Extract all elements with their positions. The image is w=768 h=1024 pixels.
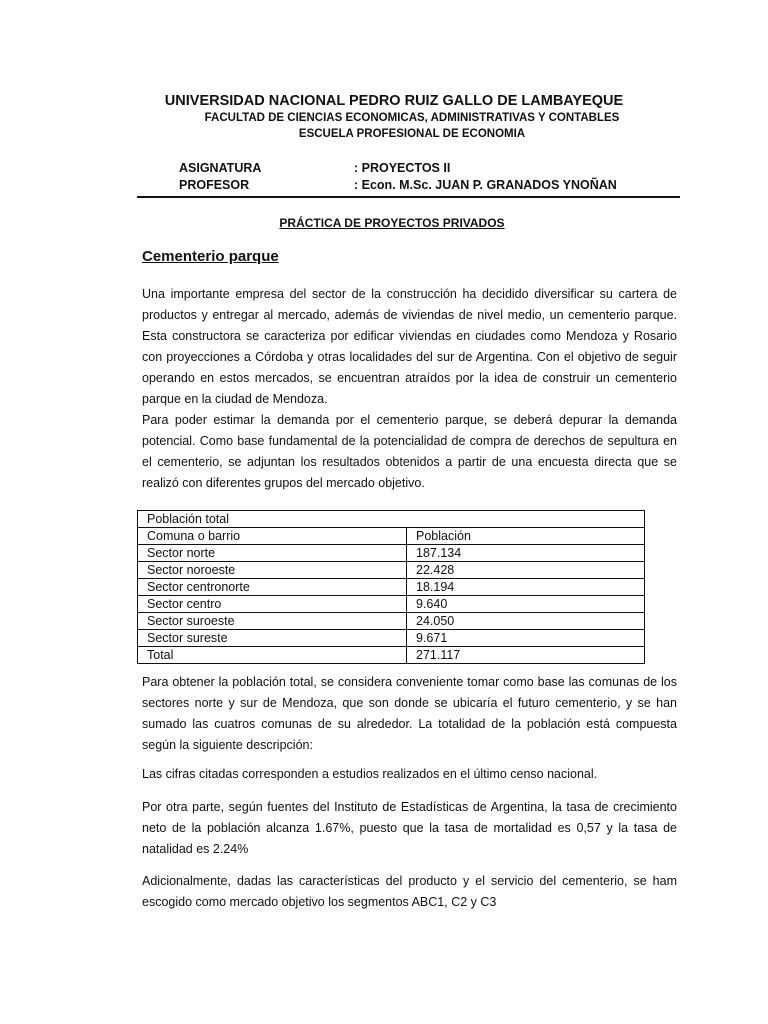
total-label: Total xyxy=(138,647,407,664)
table-row xyxy=(138,630,645,647)
row-name: Sector centronorte xyxy=(138,579,407,596)
population-table xyxy=(137,510,645,664)
subject-value: : PROYECTOS II xyxy=(354,161,451,175)
professor-value: : Econ. M.Sc. JUAN P. GRANADOS YNOÑAN xyxy=(354,178,617,192)
column-header-poblacion: Población xyxy=(407,528,645,545)
row-name: Sector centro xyxy=(138,596,407,613)
table-row xyxy=(138,613,645,630)
practice-title: PRÁCTICA DE PROYECTOS PRIVADOS xyxy=(279,216,505,230)
table-row xyxy=(138,562,645,579)
column-header-comuna: Comuna o barrio xyxy=(138,528,407,545)
school-title: ESCUELA PROFESIONAL DE ECONOMIA xyxy=(298,128,526,140)
total-value: 271.117 xyxy=(407,647,645,664)
row-name: Sector noroeste xyxy=(138,562,407,579)
row-value: 187.134 xyxy=(407,545,645,562)
row-value: 9.671 xyxy=(407,630,645,647)
row-value: 9.640 xyxy=(407,596,645,613)
row-value: 24.050 xyxy=(407,613,645,630)
paragraph-target-market: Adicionalmente, dadas las características del producto y el servicio del cementerio, se ham escogido como mercado objetivo los segmentos ABC1, C2 y C3 xyxy=(142,874,677,909)
row-name: Sector norte xyxy=(138,545,407,562)
row-name: Sector suroeste xyxy=(138,613,407,630)
professor-label: PROFESOR xyxy=(179,178,250,192)
row-value: 22.428 xyxy=(407,562,645,579)
header-divider xyxy=(137,196,680,198)
table-row xyxy=(138,579,645,596)
table-row xyxy=(138,596,645,613)
paragraph-population: Para obtener la población total, se considera conveniente tomar como base las comunas de los sectores norte y sur de Mendoza, que son donde se ubicaría el futuro cementerio, y se han sumado las cuatros comunas de su alrededor. La totalidad de la población está compuesta según la siguiente descripción: xyxy=(142,675,677,752)
row-name: Sector sureste xyxy=(138,630,407,647)
section-title: Cementerio parque xyxy=(142,248,279,265)
table-header-row xyxy=(138,528,645,545)
paragraph-growth-rate: Por otra parte, según fuentes del Instituto de Estadísticas de Argentina, la tasa de crecimiento neto de la población alcanza 1.67%, puesto que la tasa de mortalidad es 0,57 y la tasa de natalidad es 2.24% xyxy=(142,800,677,856)
row-value: 18.194 xyxy=(407,579,645,596)
table-row xyxy=(138,545,645,562)
paragraph-intro: Una importante empresa del sector de la construcción ha decidido diversificar su cartera de productos y entregar al mercado, además de viviendas de nivel medio, un cementerio parque. Esta constructora se caracteriza por edificar viviendas en ciudades como Mendoza y Rosario con proyecciones a Córdoba y otras localidades del sur de Argentina. Con el objetivo de seguir operando en estos mercados, se encuentran atraídos por la idea de construir un cementerio parque en la ciudad de Mendoza. xyxy=(142,287,677,406)
paragraph-demand: Para poder estimar la demanda por el cementerio parque, se deberá depurar la demanda potencial. Como base fundamental de la potencialidad de compra de derechos de sepultura en el cementerio, se adjuntan los resultados obtenidos a partir de una encuesta directa que se realizó con diferentes grupos del mercado objetivo. xyxy=(142,413,677,490)
table-title-row xyxy=(138,511,645,528)
paragraph-census: Las cifras citadas corresponden a estudios realizados en el último censo nacional. xyxy=(142,767,598,781)
faculty-title: FACULTAD DE CIENCIAS ECONOMICAS, ADMINISTRATIVAS Y CONTABLES xyxy=(204,112,620,124)
table-title: Población total xyxy=(138,511,645,528)
subject-label: ASIGNATURA xyxy=(179,161,262,175)
table-total-row xyxy=(138,647,645,664)
university-title: UNIVERSIDAD NACIONAL PEDRO RUIZ GALLO DE LAMBAYEQUE xyxy=(164,93,624,109)
